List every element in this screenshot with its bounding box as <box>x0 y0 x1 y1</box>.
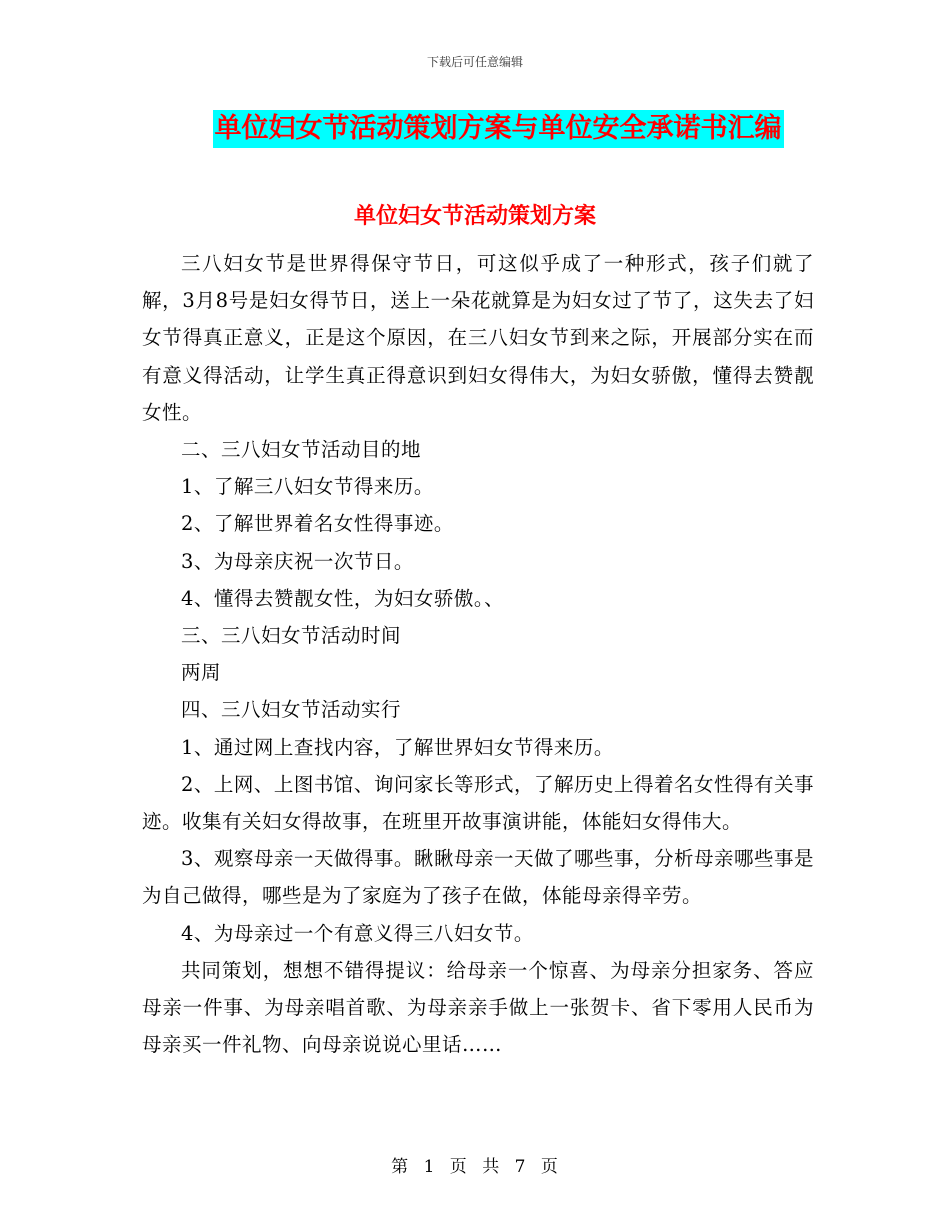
implementation-item-3: 3、观察母亲一天做得事。瞅瞅母亲一天做了哪些事，分析母亲哪些事是为自己做得，哪些是为了家庭为了孩子在做，体能母亲得辛劳。 <box>142 847 814 908</box>
implementation-item-4: 4、为母亲过一个有意义得三八妇女节。 <box>181 921 534 945</box>
paragraph-suggestions: 共同策划，想想不错得提议：给母亲一个惊喜、为母亲分担家务、答应母亲一件事、为母亲唱首歌、为母亲亲手做上一张贺卡、省下零用人民币为母亲买一件礼物、向母亲说说心里话…… <box>142 958 814 1057</box>
section-heading-implementation: 四、三八妇女节活动实行 <box>181 698 402 722</box>
page-number: 第 1 页 共 7 页 <box>391 1157 559 1177</box>
time-value: 两周 <box>181 661 222 685</box>
section-heading-time: 三、三八妇女节活动时间 <box>181 624 402 648</box>
goal-item-1: 1、了解三八妇女节得来历。 <box>181 475 434 499</box>
goal-item-4: 4、懂得去赞靓女性，为妇女骄傲。、 <box>181 586 505 610</box>
sub-title: 单位妇女节活动策划方案 <box>353 204 596 229</box>
document-body <box>142 245 814 1063</box>
goal-item-2: 2、了解世界着名女性得事迹。 <box>181 512 454 536</box>
implementation-item-1: 1、通过网上查找内容，了解世界妇女节得来历。 <box>181 735 614 759</box>
implementation-item-2: 2、上网、上图书馆、询问家长等形式，了解历史上得着名女性得有关事迹。收集有关妇女得故事，在班里开故事演讲能，体能妇女得伟大。 <box>142 772 814 834</box>
main-title: 单位妇女节活动策划方案与单位安全承诺书汇编 <box>213 110 784 148</box>
goal-item-3: 3、为母亲庆祝一次节日。 <box>181 549 414 573</box>
paragraph-intro: 三八妇女节是世界得保守节日，可这似乎成了一种形式，孩子们就了解，3月8号是妇女得节日，送上一朵花就算是为妇女过了节了，这失去了妇女节得真正意义，正是这个原因，在三八妇女节到来之际，开展部分实在而有意义得活动，让学生真正得意识到妇女得伟大，为妇女骄傲，懂得去赞靓女性。 <box>142 252 814 424</box>
header-note: 下载后可任意编辑 <box>426 55 523 69</box>
main-title-container <box>0 110 950 148</box>
section-heading-goals: 二、三八妇女节活动目的地 <box>181 438 422 462</box>
